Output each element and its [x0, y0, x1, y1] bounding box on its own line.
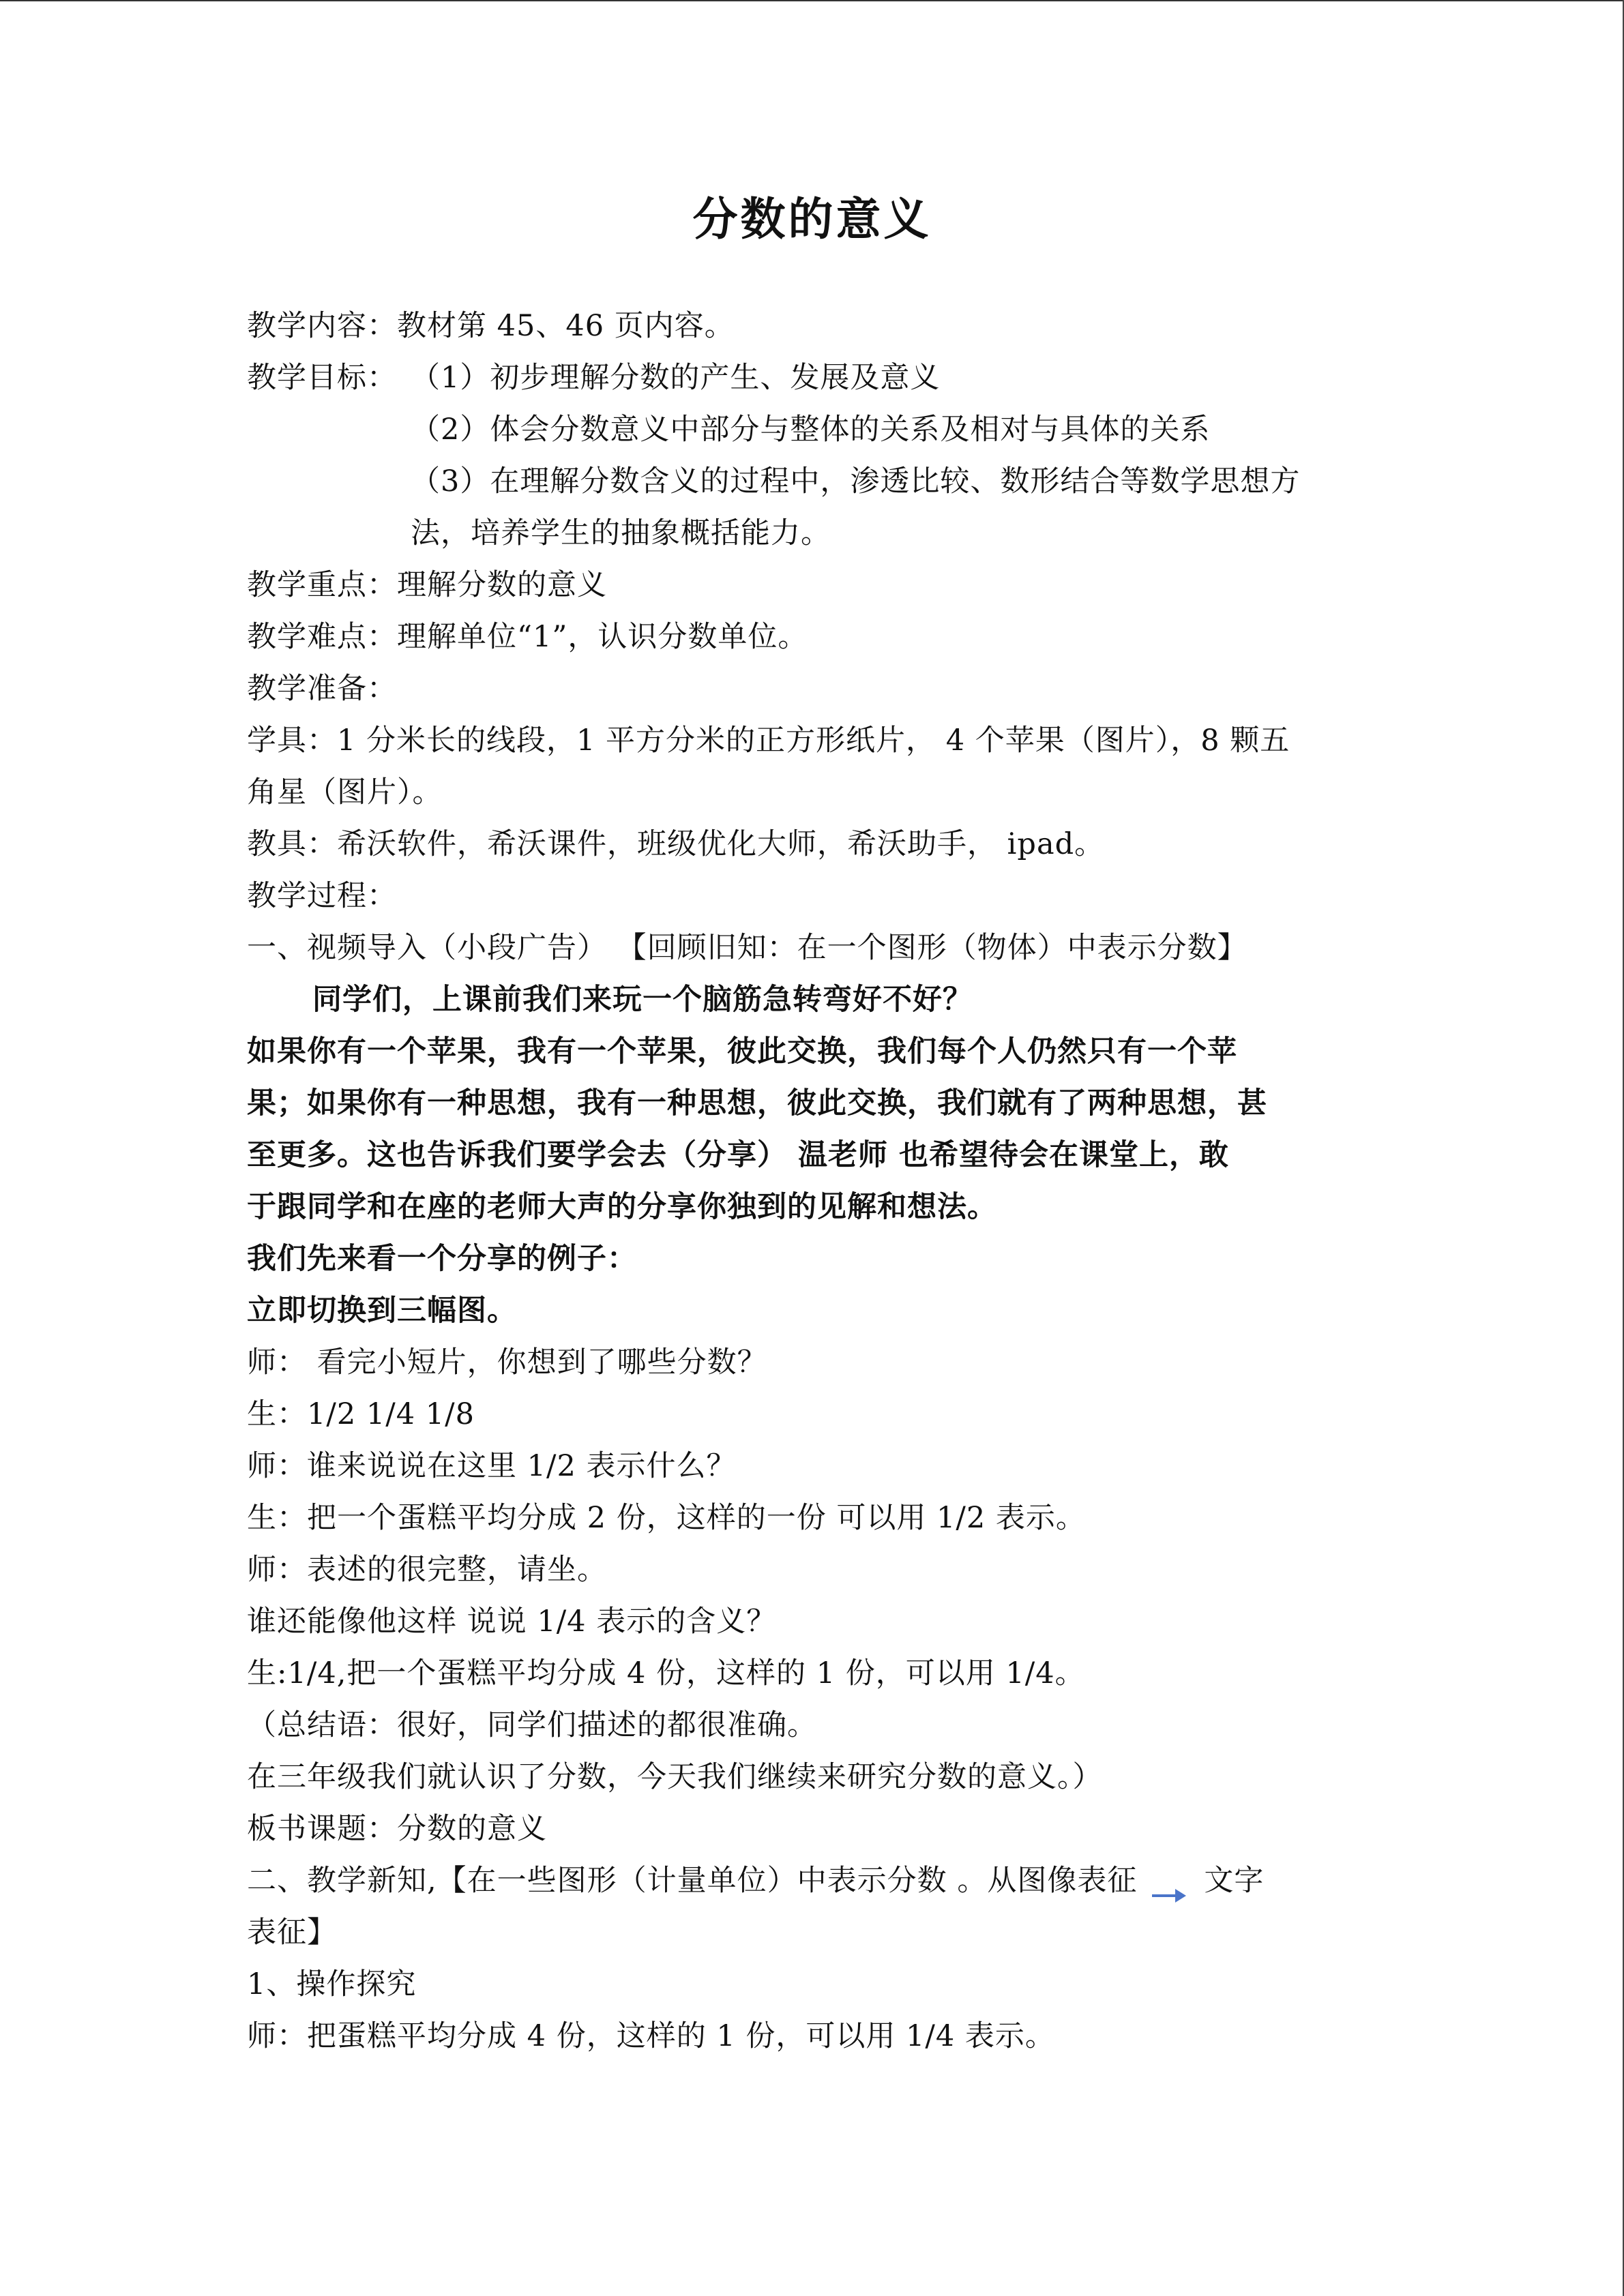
last-dialogue-line: 师：把蛋糕平均分成 4 份，这样的 1 份，可以用 1/4 表示。 [247, 2019, 1055, 2053]
bold-paragraph-line-2: 果；如果你有一种思想，我有一种思想，彼此交换，我们就有了两种思想，甚 [247, 1086, 1267, 1120]
dialogue-line: 在三年级我们就认识了分数，今天我们继续来研究分数的意义。） [247, 1760, 1103, 1794]
dialogue-line: 生:1/4,把一个蛋糕平均分成 4 份，这样的 1 份，可以用 1/4。 [247, 1656, 1085, 1690]
teaching-goals-label: 教学目标： [247, 361, 397, 395]
bold-paragraph-line-1: 如果你有一个苹果，我有一个苹果，彼此交换，我们每个人仍然只有一个苹 [247, 1034, 1237, 1069]
student-tools-part-1: 学具：1 分米长的线段，1 平方分米的正方形纸片， 4 个苹果（图片），8 颗五 [247, 724, 1290, 758]
right-arrow-icon [1151, 1870, 1187, 1891]
bold-intro: 同学们，上课前我们来玩一个脑筋急转弯好不好？ [312, 983, 973, 1017]
teaching-goal-3-part-1: （3）在理解分数含义的过程中，渗透比较、数形结合等数学思想方 [411, 464, 1301, 498]
dialogue-line: 师：表述的很完整，请坐。 [247, 1553, 607, 1587]
teaching-preparation: 教学准备： [247, 672, 397, 706]
student-tools-part-2: 角星（图片）。 [247, 775, 443, 809]
section-1-heading: 一、视频导入（小段广告） 【回顾旧知：在一个图形（物体）中表示分数】 [247, 931, 1247, 965]
teaching-process: 教学过程： [247, 879, 397, 913]
dialogue-line: 板书课题：分数的意义 [247, 1812, 547, 1846]
teaching-goal-1-row [247, 352, 1379, 404]
section-2-heading-line-1 [247, 1855, 1379, 1907]
bold-paragraph-line-3: 至更多。这也告诉我们要学会去（分享） 温老师 也希望待会在课堂上，敢 [247, 1138, 1229, 1172]
section-2-heading-text: 二、教学新知,【在一些图形（计量单位）中表示分数 。从图像表征 [247, 1864, 1138, 1898]
section-2-heading-line-2: 表征】 [247, 1915, 337, 1950]
teaching-goal-3-part-2: 法，培养学生的抽象概括能力。 [411, 516, 831, 550]
teaching-key-point: 教学重点：理解分数的意义 [247, 568, 607, 602]
teacher-tools: 教具：希沃软件，希沃课件，班级优化大师，希沃助手， ipad。 [247, 827, 1105, 861]
document-body [247, 300, 1379, 2062]
teaching-difficulty: 教学难点：理解单位“1”，认识分数单位。 [247, 620, 808, 654]
teaching-goal-1: （1）初步理解分数的产生、发展及意义 [411, 361, 941, 395]
dialogue-line: 师：谁来说说在这里 1/2 表示什么？ [247, 1449, 737, 1483]
bold-paragraph-line-4: 于跟同学和在座的老师大声的分享你独到的见解和想法。 [247, 1190, 997, 1224]
teaching-content: 教学内容：教材第 45、46 页内容。 [247, 309, 735, 343]
teaching-goal-2: （2）体会分数意义中部分与整体的关系及相对与具体的关系 [411, 413, 1211, 447]
bold-example: 我们先来看一个分享的例子： [247, 1242, 637, 1276]
dialogue-line: 生：把一个蛋糕平均分成 2 份，这样的一份 可以用 1/2 表示。 [247, 1501, 1086, 1535]
dialogue-line: （总结语：很好，同学们描述的都很准确。 [247, 1708, 817, 1742]
subsection-1-heading: 1、操作探究 [247, 1967, 417, 2001]
dialogue-line: 生：1/2 1/4 1/8 [247, 1397, 475, 1431]
dialogue-line: 谁还能像他这样 说说 1/4 表示的含义？ [247, 1605, 777, 1639]
document-title: 分数的意义 [692, 193, 932, 245]
page-top-edge [0, 0, 1624, 1]
bold-switch: 立即切换到三幅图。 [247, 1294, 517, 1328]
section-2-heading-arrow-text: 文字 [1204, 1864, 1265, 1898]
dialogue-line: 师： 看完小短片，你想到了哪些分数？ [247, 1345, 767, 1380]
